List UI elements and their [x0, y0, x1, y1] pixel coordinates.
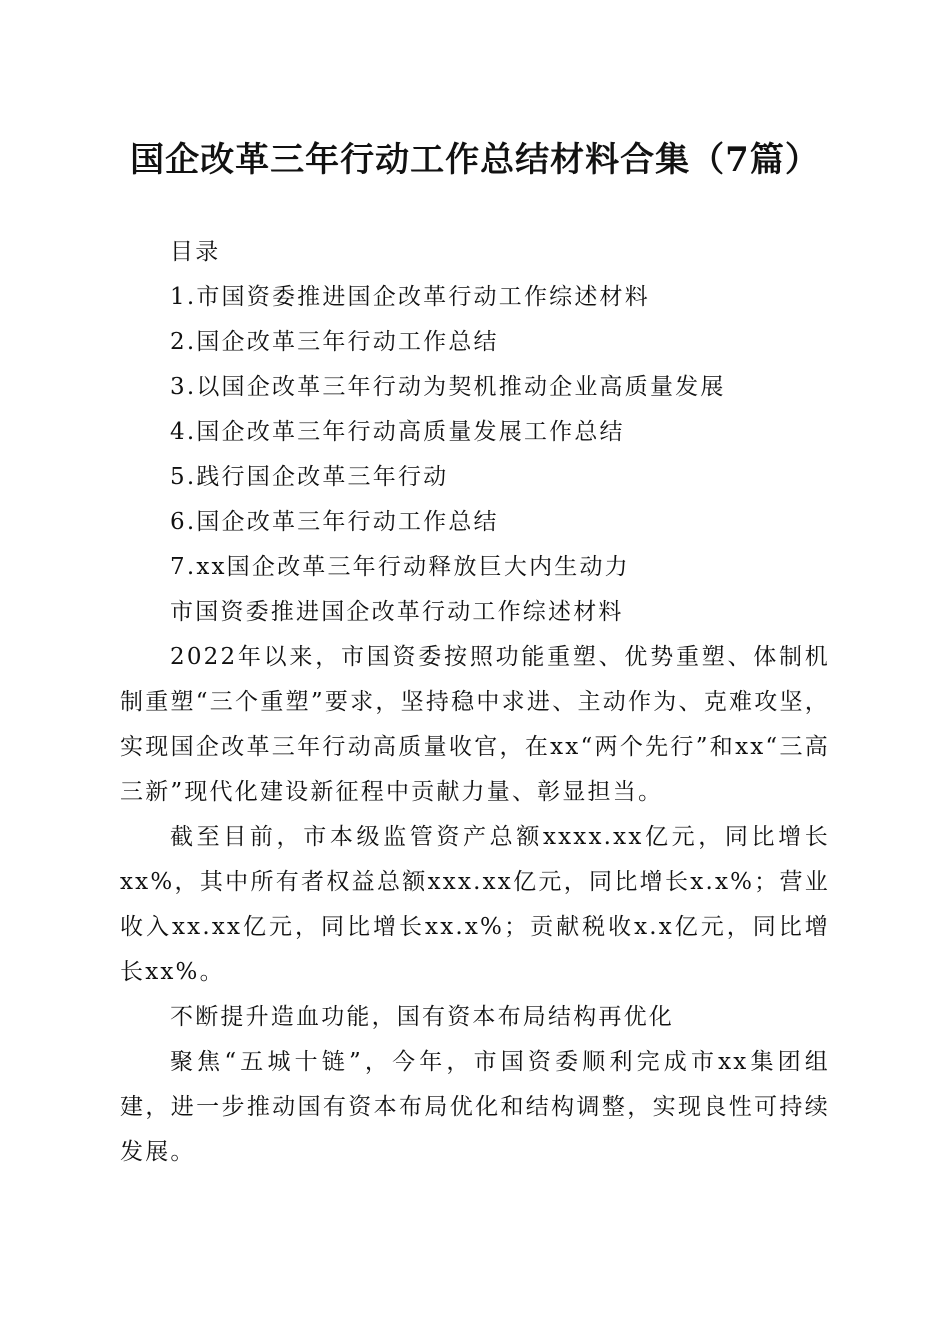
- document-body: [120, 230, 830, 1175]
- toc-item: 6.国企改革三年行动工作总结: [170, 509, 499, 535]
- toc-item: 1.市国资委推进国企改革行动工作综述材料: [170, 284, 650, 310]
- toc-heading: 目录: [170, 239, 221, 265]
- paragraph: 截至目前，市本级监管资产总额xxxx.xx亿元，同比增长xx%，其中所有者权益总额xxx.xx亿元，同比增长x.x%；营业收入xx.xx亿元，同比增长xx.x%；贡献税收x.x亿元，同比增长xx%。: [120, 824, 830, 985]
- toc-item: 2.国企改革三年行动工作总结: [170, 329, 499, 355]
- toc-item: 4.国企改革三年行动高质量发展工作总结: [170, 419, 625, 445]
- document-title: 国企改革三年行动工作总结材料合集（7篇）: [130, 140, 820, 180]
- toc-item: 5.践行国企改革三年行动: [170, 464, 449, 490]
- article-title: 市国资委推进国企改革行动工作综述材料: [170, 599, 624, 625]
- toc-item: 7.xx国企改革三年行动释放巨大内生动力: [170, 554, 630, 580]
- paragraph: 聚焦“五城十链”，今年，市国资委顺利完成市xx集团组建，进一步推动国有资本布局优化和结构调整，实现良性可持续发展。: [120, 1049, 830, 1165]
- paragraph: 2022年以来，市国资委按照功能重塑、优势重塑、体制机制重塑“三个重塑”要求，坚持稳中求进、主动作为、克难攻坚，实现国企改革三年行动高质量收官，在xx“两个先行”和xx“三高三新”现代化建设新征程中贡献力量、彰显担当。: [120, 644, 830, 805]
- section-heading: 不断提升造血功能，国有资本布局结构再优化: [170, 1004, 674, 1030]
- toc-item: 3.以国企改革三年行动为契机推动企业高质量发展: [170, 374, 726, 400]
